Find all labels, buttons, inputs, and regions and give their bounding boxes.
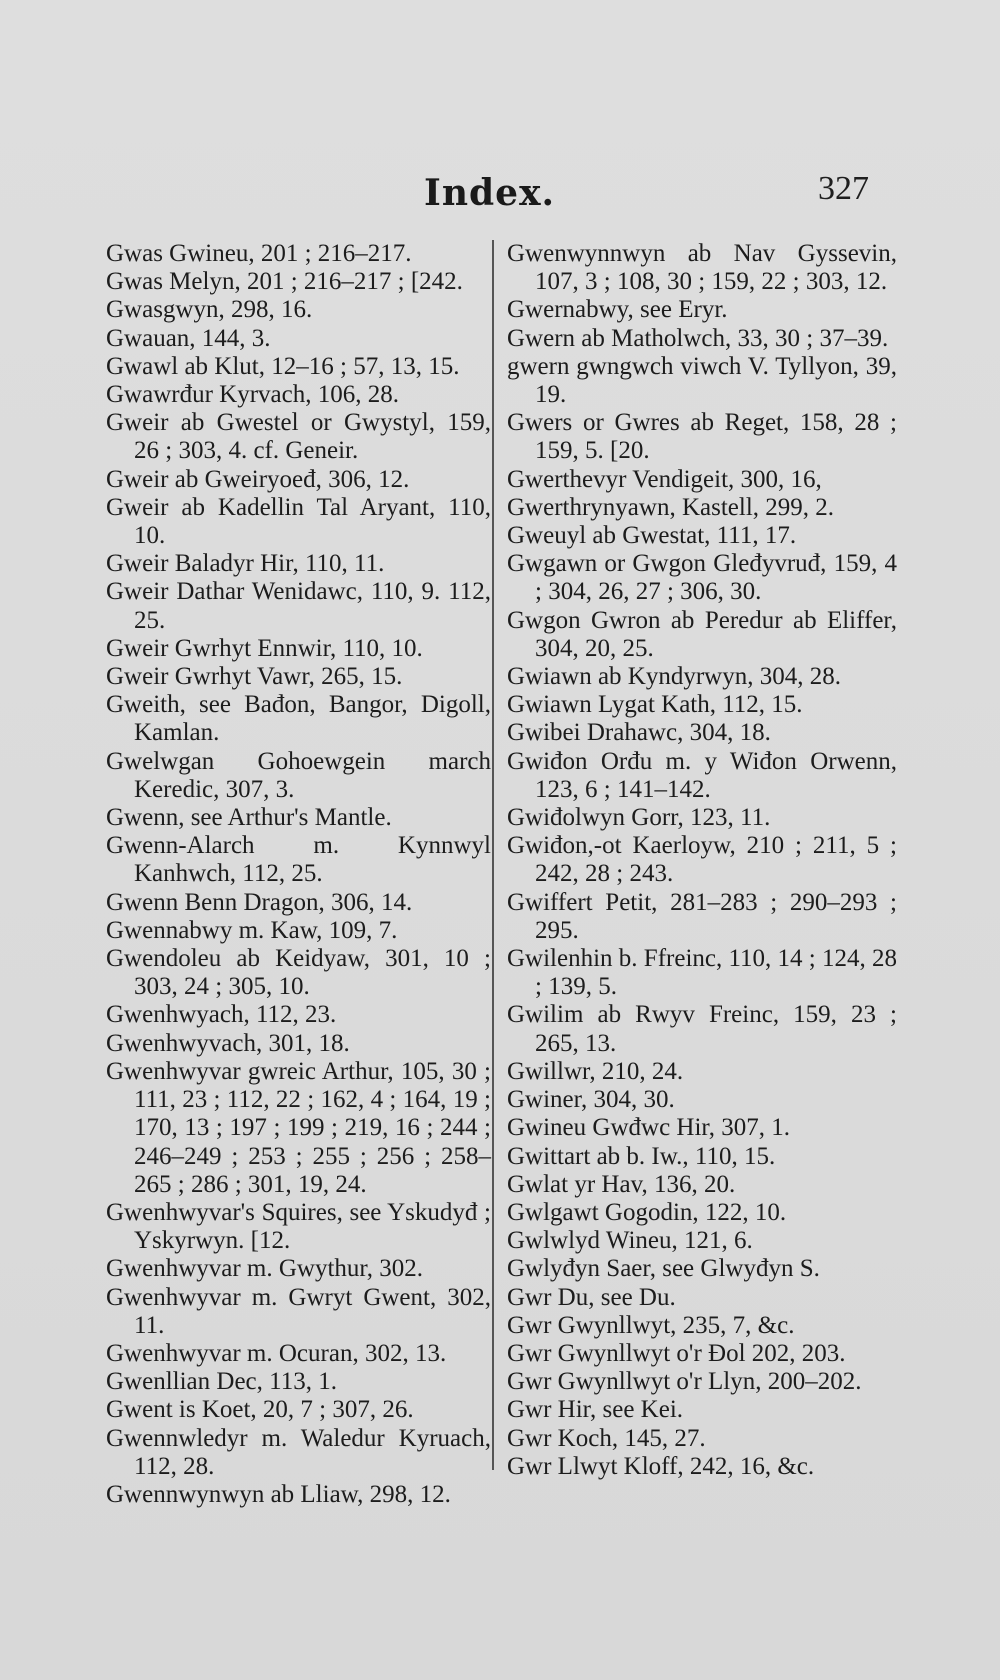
index-entry: Gwelwgan Gohoewgein march Keredic, 307, 3.: [106, 747, 491, 803]
index-entry: Gwillwr, 210, 24.: [507, 1057, 684, 1085]
index-entry: Gwittart ab b. Iw., 110, 15.: [507, 1142, 776, 1170]
index-entry: Gwennwynwyn ab Lliaw, 298, 12.: [106, 1480, 451, 1508]
index-entry: Gwenn, see Arthur's Mantle.: [106, 804, 392, 832]
index-entry: Gwas Gwineu, 201 ; 216–217.: [106, 240, 412, 267]
index-entry: Gwenhwyvar's Squires, see Yskudyđ ; Yskyrwyn. [12.: [106, 1198, 491, 1255]
index-entry: Gwr Gwynllwyt o'r Llyn, 200–202.: [507, 1368, 862, 1396]
index-entry: Gwibei Drahawc, 304, 18.: [507, 719, 771, 747]
index-entry: Gwernabwy, see Eryr.: [507, 296, 728, 324]
index-entry: Gwiawn ab Kyndyrwyn, 304, 28.: [507, 663, 841, 691]
page-title: Index.: [424, 172, 556, 214]
index-entry: Gwenllian Dec, 113, 1.: [106, 1368, 337, 1396]
index-entry: Gwas Melyn, 201 ; 216–217 ; [242.: [106, 268, 463, 296]
index-entry: Gwr Gwynllwyt, 235, 7, &c.: [507, 1311, 795, 1339]
index-entry: Gwr Du, see Du.: [507, 1283, 676, 1311]
index-entry: Gwenhwyvar m. Gwryt Gwent, 302, 11.: [106, 1283, 491, 1339]
column-divider: [492, 240, 494, 1470]
index-column-right: [507, 240, 897, 1481]
index-entry: Gwiđon Orđu m. y Wiđon Orwenn, 123, 6 ; 141–142.: [507, 747, 897, 803]
index-entry: Gwasgwyn, 298, 16.: [106, 296, 313, 324]
index-entry: Gwgawn or Gwgon Gleđyvruđ, 159, 4 ; 304, 26, 27 ; 306, 30.: [507, 550, 897, 606]
index-column-left: [106, 240, 491, 1509]
index-entry: Gwenhwyach, 112, 23.: [106, 1001, 337, 1029]
index-entry: Gwiđon,-ot Kaerloyw, 210 ; 211, 5 ; 242, 28 ; 243.: [507, 832, 897, 888]
index-entry: Gwerthevyr Vendigeit, 300, 16,: [507, 465, 822, 493]
index-entry: Gweir ab Kadellin Tal Aryant, 110, 10.: [106, 493, 491, 550]
index-entry: Gwenn Benn Dragon, 306, 14.: [106, 888, 413, 916]
index-entry: Gweir Gwrhyt Vawr, 265, 15.: [106, 663, 403, 691]
index-entry: Gweir Baladyr Hir, 110, 11.: [106, 550, 385, 578]
index-entry: Gweir ab Gweiryoeđ, 306, 12.: [106, 465, 410, 493]
index-entry: Gwlat yr Hav, 136, 20.: [507, 1170, 736, 1198]
index-entry: Gwennabwy m. Kaw, 109, 7.: [106, 916, 398, 944]
index-entry: Gweir Dathar Wenidawc, 110, 9. 112, 25.: [106, 578, 491, 634]
index-entry: Gwenhwyvar gwreic Arthur, 105, 30 ; 111, 23 ; 112, 22 ; 162, 4 ; 164, 19 ; 170, 13 ; 197 ; 199 ; 219, 16 ; 244 ; 246–249 ; 253 ; 255 ; 256 ; 258–265 ; 286 ; 301, 19, 24.: [106, 1057, 491, 1198]
index-entry: Gweuyl ab Gwestat, 111, 17.: [507, 522, 797, 550]
index-entry: Gwenhwyvar m. Gwythur, 302.: [106, 1255, 424, 1283]
index-entry: Gwilenhin b. Ffreinc, 110, 14 ; 124, 28 ; 139, 5.: [507, 945, 898, 1001]
index-entry: Gwilim ab Rwyv Freinc, 159, 23 ; 265, 13.: [507, 1001, 897, 1057]
index-entry: Gwlwlyd Wineu, 121, 6.: [507, 1227, 753, 1255]
index-entry: Gweith, see Bađon, Bangor, Digoll, Kamlan.: [106, 691, 491, 747]
index-entry: gwern gwngwch viwch V. Tyllyon, 39, 19.: [507, 352, 897, 409]
index-entry: Gwerthrynyawn, Kastell, 299, 2.: [507, 493, 835, 521]
index-entry: Gwendoleu ab Keidyaw, 301, 10 ; 303, 24 ; 305, 10.: [106, 945, 491, 1001]
index-entry: Gwenhwyvach, 301, 18.: [106, 1029, 350, 1057]
index-entry: Gwineu Gwđwc Hir, 307, 1.: [507, 1114, 790, 1142]
index-entry: Gwenn-Alarch m. Kynnwyl Kanhwch, 112, 25.: [106, 832, 491, 888]
index-entry: Gwlgawt Gogodin, 122, 10.: [507, 1198, 787, 1226]
index-entry: Gwers or Gwres ab Reget, 158, 28 ; 159, 5. [20.: [507, 409, 897, 465]
index-entry: Gwenhwyvar m. Ocuran, 302, 13.: [106, 1339, 447, 1367]
index-entry: Gwawl ab Klut, 12–16 ; 57, 13, 15.: [106, 352, 460, 380]
index-entry: Gwr Hir, see Kei.: [507, 1396, 684, 1424]
index-entry: Gwr Gwynllwyt o'r Đol 202, 203.: [507, 1339, 846, 1367]
index-entry: Gweir Gwrhyt Ennwir, 110, 10.: [106, 634, 423, 662]
index-entry: Gwr Koch, 145, 27.: [507, 1424, 706, 1452]
index-entry: Gwiawn Lygat Kath, 112, 15.: [507, 691, 803, 719]
index-entry: Gweir ab Gwestel or Gwystyl, 159, 26 ; 303, 4. cf. Geneir.: [106, 409, 491, 465]
index-entry: Gwr Llwyt Kloff, 242, 16, &c.: [507, 1452, 815, 1480]
index-entry: Gwern ab Matholwch, 33, 30 ; 37–39.: [507, 324, 889, 352]
index-entry: Gwiđolwyn Gorr, 123, 11.: [507, 804, 771, 832]
index-entry: Gwennwledyr m. Waledur Kyruach, 112, 28.: [106, 1424, 491, 1480]
index-entry: Gwent is Koet, 20, 7 ; 307, 26.: [106, 1396, 414, 1424]
index-entry: Gwawrđur Kyrvach, 106, 28.: [106, 381, 399, 409]
index-entry: Gwgon Gwron ab Peredur ab Eliffer, 304, 20, 25.: [507, 606, 897, 662]
index-entry: Gwiner, 304, 30.: [507, 1086, 675, 1114]
index-entry: Gwlyđyn Saer, see Glwyđyn S.: [507, 1255, 820, 1283]
index-entry: Gwenwynnwyn ab Nav Gyssevin, 107, 3 ; 108, 30 ; 159, 22 ; 303, 12.: [507, 240, 897, 296]
index-entry: Gwauan, 144, 3.: [106, 324, 271, 352]
index-entry: Gwiffert Petit, 281–283 ; 290–293 ; 295.: [507, 888, 897, 944]
page-number: 327: [818, 170, 869, 207]
